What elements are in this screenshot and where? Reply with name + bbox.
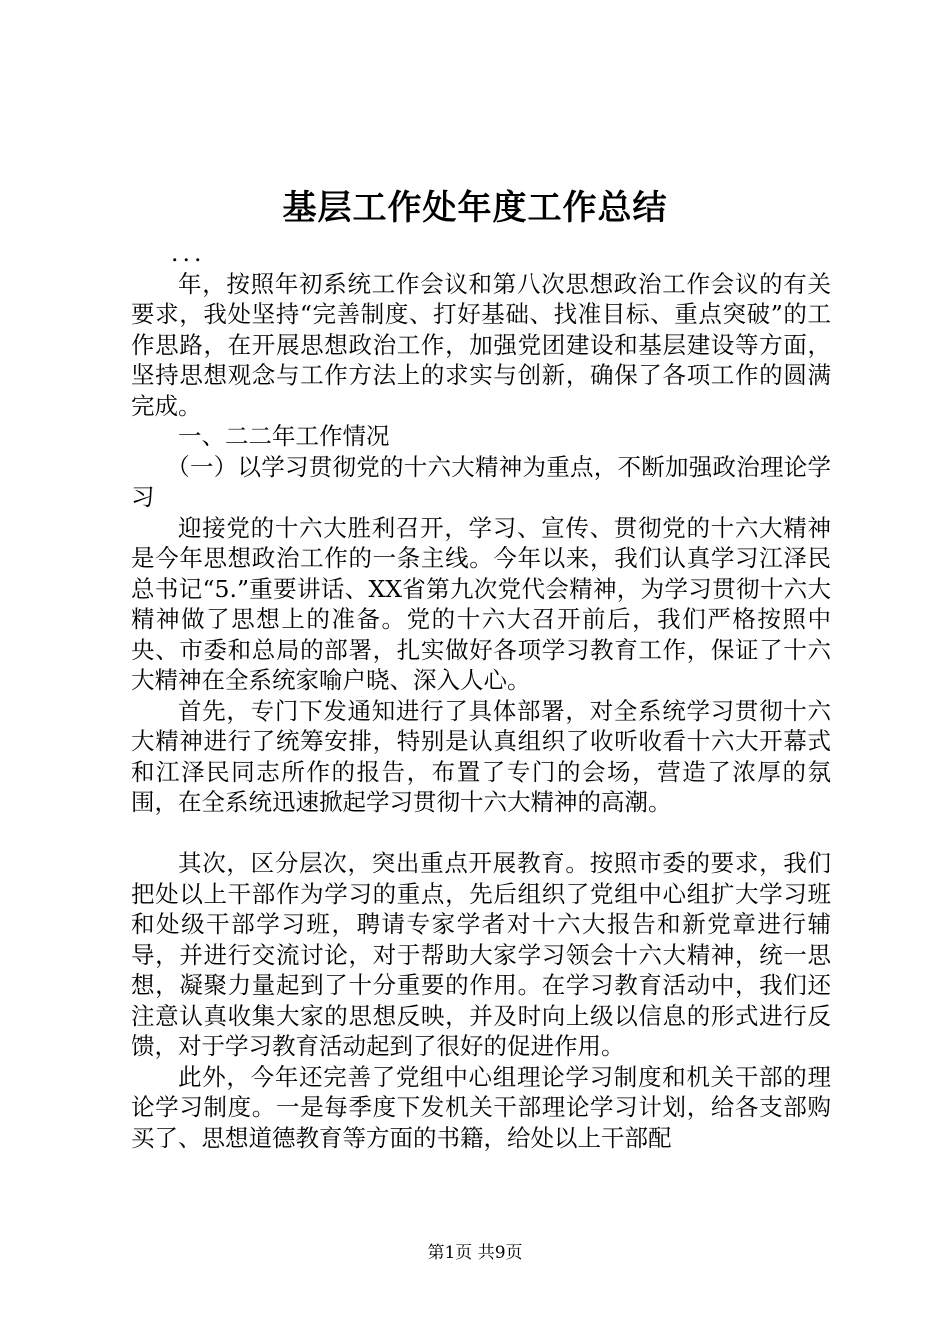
ellipsis-line: ... <box>171 239 206 267</box>
page-number-footer: 第1页 共9页 <box>427 1243 523 1263</box>
subsection-heading: （一）以学习贯彻党的十六大精神为重点，不断加强政治理论学习 <box>131 452 831 511</box>
paragraph-additional: 此外，今年还完善了党组中心组理论学习制度和机关干部的理论学习制度。一是每季度下发机关干部理论学习计划，给各支部购买了、思想道德教育等方面的书籍，给处以上干部配 <box>131 1062 831 1152</box>
paragraph-first: 首先，专门下发通知进行了具体部署，对全系统学习贯彻十六大精神进行了统筹安排，特别是认真组织了收听收看十六大开幕式和江泽民同志所作的报告，布置了专门的会场，营造了浓厚的氛围，在全系统迅速掀起学习贯彻十六大精神的高潮。 <box>131 696 831 816</box>
document-body <box>131 238 831 1153</box>
paragraph-intro: 年，按照年初系统工作会议和第八次思想政治工作会议的有关要求，我处坚持“完善制度、打好基础、找准目标、重点突破”的工作思路，在开展思想政治工作，加强党团建设和基层建设等方面，坚持思想观念与工作方法上的求实与创新，确保了各项工作的圆满完成。 <box>131 269 831 420</box>
paragraph-second: 其次，区分层次，突出重点开展教育。按照市委的要求，我们把处以上干部作为学习的重点，先后组织了党组中心组扩大学习班和处级干部学习班，聘请专家学者对十六大报告和新党章进行辅导，并进行交流讨论，对于帮助大家学习领会十六大精神，统一思想，凝聚力量起到了十分重要的作用。在学习教育活动中，我们还注意认真收集大家的思想反映，并及时向上级以信息的形式进行反馈，对于学习教育活动起到了很好的促进作用。 <box>131 849 831 1060</box>
section-heading: 一、二二年工作情况 <box>178 422 390 450</box>
blank-line <box>131 818 831 849</box>
document-title: 基层工作处年度工作总结 <box>282 188 668 228</box>
paragraph-study-main: 迎接党的十六大胜利召开，学习、宣传、贯彻党的十六大精神是今年思想政治工作的一条主线。今年以来，我们认真学习江泽民总书记“5.”重要讲话、XX省第九次党代会精神，为学习贯彻十六大精神做了思想上的准备。党的十六大召开前后，我们严格按照中央、市委和总局的部署，扎实做好各项学习教育工作，保证了十六大精神在全系统家喻户晓、深入人心。 <box>131 513 831 694</box>
